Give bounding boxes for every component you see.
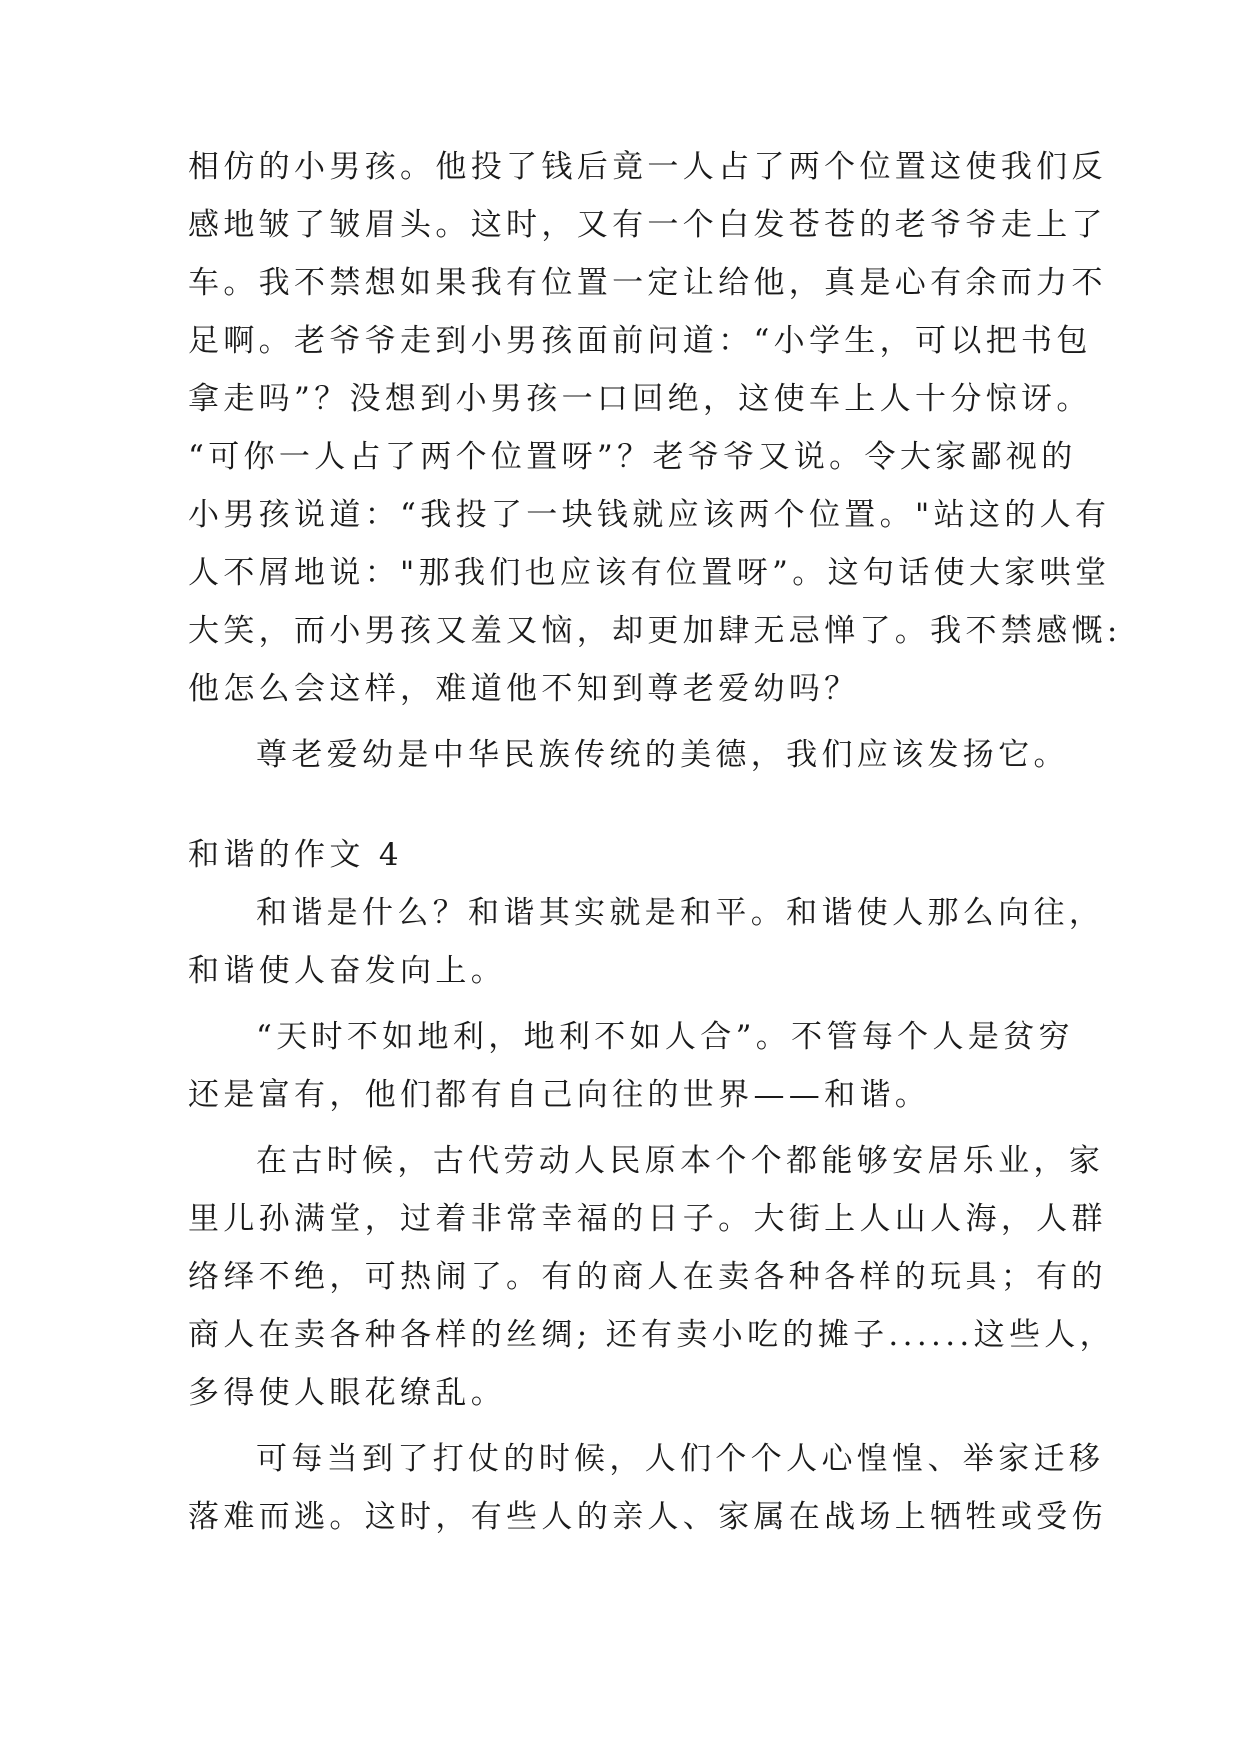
text-line: 商人在卖各种各样的丝绸; 还有卖小吃的摊子......这些人， [188,1317,1115,1353]
paragraph-continued [188,138,1122,718]
essay-paragraph [188,884,1105,1000]
text-line: 拿走吗”？没想到小男孩一口回绝，这使车上人十分惊讶。 [188,381,1092,417]
document-page [188,138,1122,1546]
text-line: 人不屑地说："那我们也应该有位置呀”。这句话使大家哄堂 [188,555,1111,591]
text-line: 络绎不绝，可热闹了。有的商人在卖各种各样的玩具；有的 [188,1259,1107,1295]
text-line: 感地皱了皱眉头。这时，又有一个白发苍苍的老爷爷走上了 [188,207,1107,243]
text-line: 和谐是什么？和谐其实就是和平。和谐使人那么向往， [256,895,1105,931]
text-line: 足啊。老爷爷走到小男孩面前问道：“小学生，可以把书包 [188,323,1092,359]
essay-title: 和谐的作文 4 [188,837,403,873]
text-line: 多得使人眼花缭乱。 [188,1375,507,1411]
text-line: 他怎么会这样，难道他不知到尊老爱幼吗？ [188,671,860,707]
text-line: “天时不如地利，地利不如人合”。不管每个人是贫穷 [256,1019,1074,1055]
text-line: 落难而逃。这时，有些人的亲人、家属在战场上牺牲或受伤 [188,1499,1107,1535]
text-line: 和谐使人奋发向上。 [188,953,507,989]
essay-paragraph [188,1132,1115,1422]
text-line: 大笑，而小男孩又羞又恼，却更加肆无忌惮了。我不禁感慨: [188,613,1122,649]
text-line: 相仿的小男孩。他投了钱后竟一人占了两个位置这使我们反 [188,149,1107,185]
text-line: “可你一人占了两个位置呀”？老爷爷又说。令大家鄙视的 [188,439,1077,475]
text-line: 在古时候，古代劳动人民原本个个都能够安居乐业，家 [256,1143,1105,1179]
conclusion-paragraph: 尊老爱幼是中华民族传统的美德，我们应该发扬它。 [256,737,1069,773]
essay-paragraph [188,1008,1074,1124]
essay-paragraph [188,1430,1107,1546]
text-line: 还是富有，他们都有自己向往的世界——和谐。 [188,1077,931,1113]
text-line: 里儿孙满堂，过着非常幸福的日子。大街上人山人海，人群 [188,1201,1107,1237]
text-line: 可每当到了打仗的时候，人们个个人心惶惶、举家迁移 [256,1441,1105,1477]
text-line: 车。我不禁想如果我有位置一定让给他，真是心有余而力不 [188,265,1107,301]
text-line: 小男孩说道：“我投了一块钱就应该两个位置。"站这的人有 [188,497,1111,533]
